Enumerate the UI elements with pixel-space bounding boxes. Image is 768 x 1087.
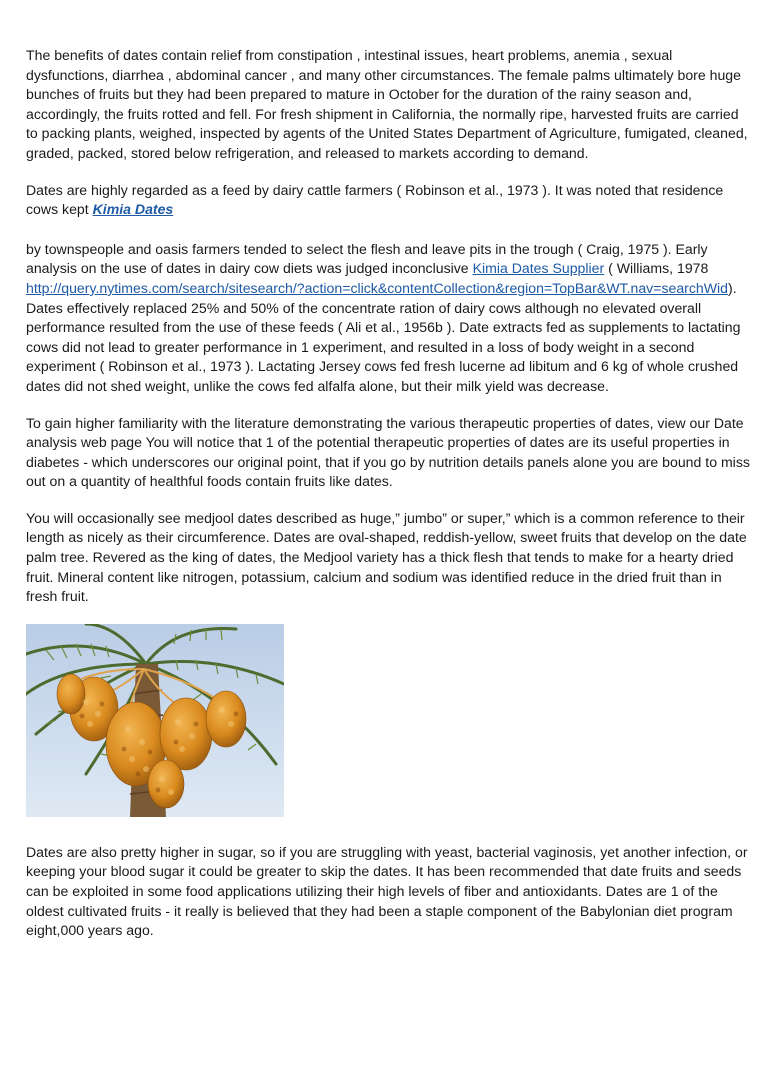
paragraph-dairy-cattle <box>26 181 750 220</box>
kimia-dates-supplier-link[interactable]: Kimia Dates Supplier <box>472 260 605 277</box>
paragraph-benefits: The benefits of dates contain relief from constipation , intestinal issues, heart problems, anemia , sexual dysfunctions, diarrhea , abdominal cancer , and many other circumstances. The female palms ultimately bore huge bunches of fruits but they had been prepared to mature in October for the duration of the rainy season and, accordingly, the fruits rotted and fell. For fresh shipment in California, the normally ripe, harvested fruits are carried to packing plants, weighed, inspected by agents of the United States Department of Agriculture, fumigated, cleaned, graded, packed, stored below refrigeration, and released to markets according to demand. <box>26 47 748 161</box>
date-palm-illustration <box>26 624 284 817</box>
paragraph-medjool: You will occasionally see medjool dates described as huge,” jumbo” or super,” which is a common reference to their length as nicely as their circumference. Dates are oval-shaped, reddish-yellow, sweet fruits that develop on the date palm tree. Revered as the king of dates, the Medjool variety has a thick flesh that tends to make for a hearty dried fruit. Mineral content like nitrogen, potassium, calcium and sodium was identified reduce in the dried fruit than in fresh fruit. <box>26 509 747 605</box>
paragraph-dairy-research-text-c: ). Dates effectively replaced 25% and 50% of the concentrate ration of dairy cows although no elevated overall performance resulted from the use of these feeds ( Ali et al., 1956b ). Date extracts fed as supplements to lactating cows did not lead to greater performance in 1 experiment, and resulted in a loss of body weight in a second experiment ( Robinson et al., 1973 ). Lactating Jersey cows fed fresh lucerne ad libitum and 6 kg of whole crushed dates did not shed weight, unlike the cows fed alfalfa alone, but their milk yield was decrease. <box>26 279 741 394</box>
paragraph-dairy-research-text-a: by townspeople and oasis farmers tended to select the flesh and leave pits in the trough ( Craig, 1975 ). Early analysis on the use of dates in dairy cow diets was judged inconclusive <box>26 240 708 277</box>
kimia-dates-link[interactable]: Kimia Dates <box>92 201 174 218</box>
document-body <box>26 46 750 958</box>
nytimes-url-link[interactable]: http://query.nytimes.com/search/sitesearch/?action=click&contentCollection&region=TopBar&WT.nav=searchWid <box>26 279 729 296</box>
paragraph-dairy-research <box>26 240 750 397</box>
paragraph-sugar: Dates are also pretty higher in sugar, so if you are struggling with yeast, bacterial vaginosis, yet another infection, or keeping your blood sugar it could be greater to skip the dates. It has been recommended that date fruits and seeds can be exploited in some food applications utilizing their high levels of fiber and antioxidants. Dates are 1 of the oldest cultivated fruits - it really is believed that they had been a staple component of the Babylonian diet program eight,000 years ago. <box>26 843 748 939</box>
date-palm-photo <box>26 624 284 817</box>
paragraph-therapeutic: To gain higher familiarity with the literature demonstrating the various therapeutic properties of dates, view our Date analysis web page You will notice that 1 of the potential therapeutic properties of dates are its useful properties in diabetes - which underscores our original point, that if you go by nutrition details panels alone you are bound to miss out on a quantity of healthful foods contain fruits like dates. <box>26 414 750 490</box>
paragraph-dairy-research-text-b: ( Williams, 1978 <box>604 260 709 277</box>
paragraph-dairy-cattle-text: Dates are highly regarded as a feed by dairy cattle farmers ( Robinson et al., 1973 ). It was noted that residence cows kept <box>26 181 724 218</box>
